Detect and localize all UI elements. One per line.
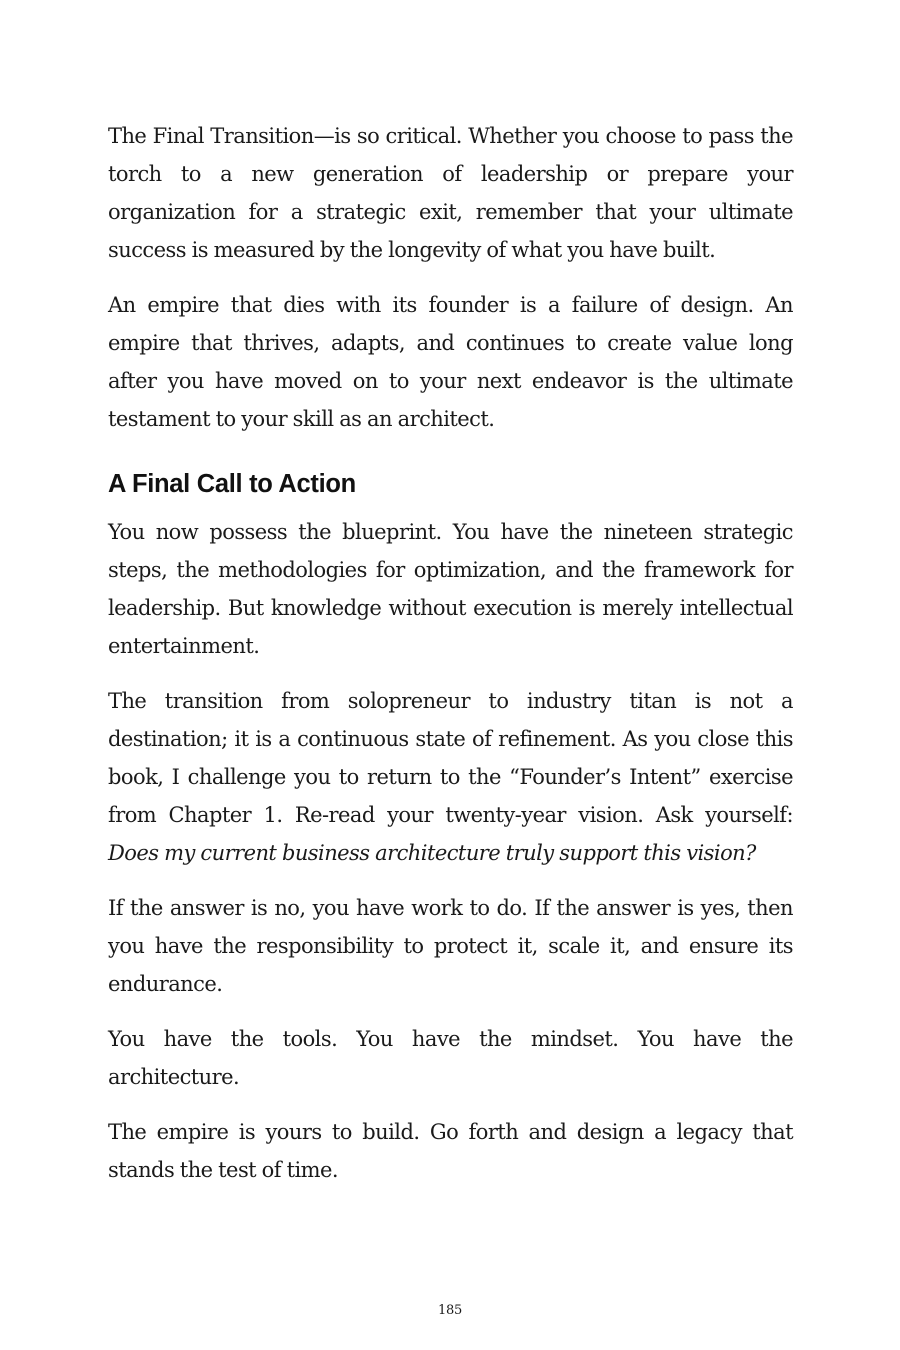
paragraph-answer: If the answer is no, you have work to do. If the answer is yes, then you have the responsibility to protect it, scale it, and ensure its endurance. (108, 896, 793, 996)
paragraph-empire-design: An empire that dies with its founder is a failure of design. An empire that thrives, adapts, and continues to create value long after you have moved on to your next endeavor is the ultimate testament to your skill as an architect. (108, 293, 793, 431)
paragraph-final-transition: The Final Transition—is so critical. Whether you choose to pass the torch to a new generation of leadership or prepare your organization for a strategic exit, remember that your ultimate success is measured by the longevity of what you have built. (108, 124, 793, 262)
paragraph-tools: You have the tools. You have the mindset. You have the architecture. (108, 1027, 793, 1089)
page-number: 185 (438, 1303, 462, 1318)
section-heading: A Final Call to Action (108, 470, 356, 498)
paragraph-transition-question: Does my current business architecture truly support this vision? (108, 841, 756, 865)
paragraph-transition-text: The transition from solopreneur to industry titan is not a destination; it is a continuous state of refinement. As you close this book, I challenge you to return to the “Founder’s Intent” exercise from Chapter 1. Re-read your twenty-year vision. Ask yourself: (108, 689, 793, 827)
paragraph-blueprint: You now possess the blueprint. You have the nineteen strategic steps, the methodologies for optimization, and the framework for leadership. But knowledge without execution is merely intellectual entertainment. (108, 520, 793, 658)
paragraph-closing: The empire is yours to build. Go forth and design a legacy that stands the test of time. (108, 1120, 793, 1182)
paragraph-transition (108, 682, 793, 872)
page-body (108, 117, 793, 1206)
